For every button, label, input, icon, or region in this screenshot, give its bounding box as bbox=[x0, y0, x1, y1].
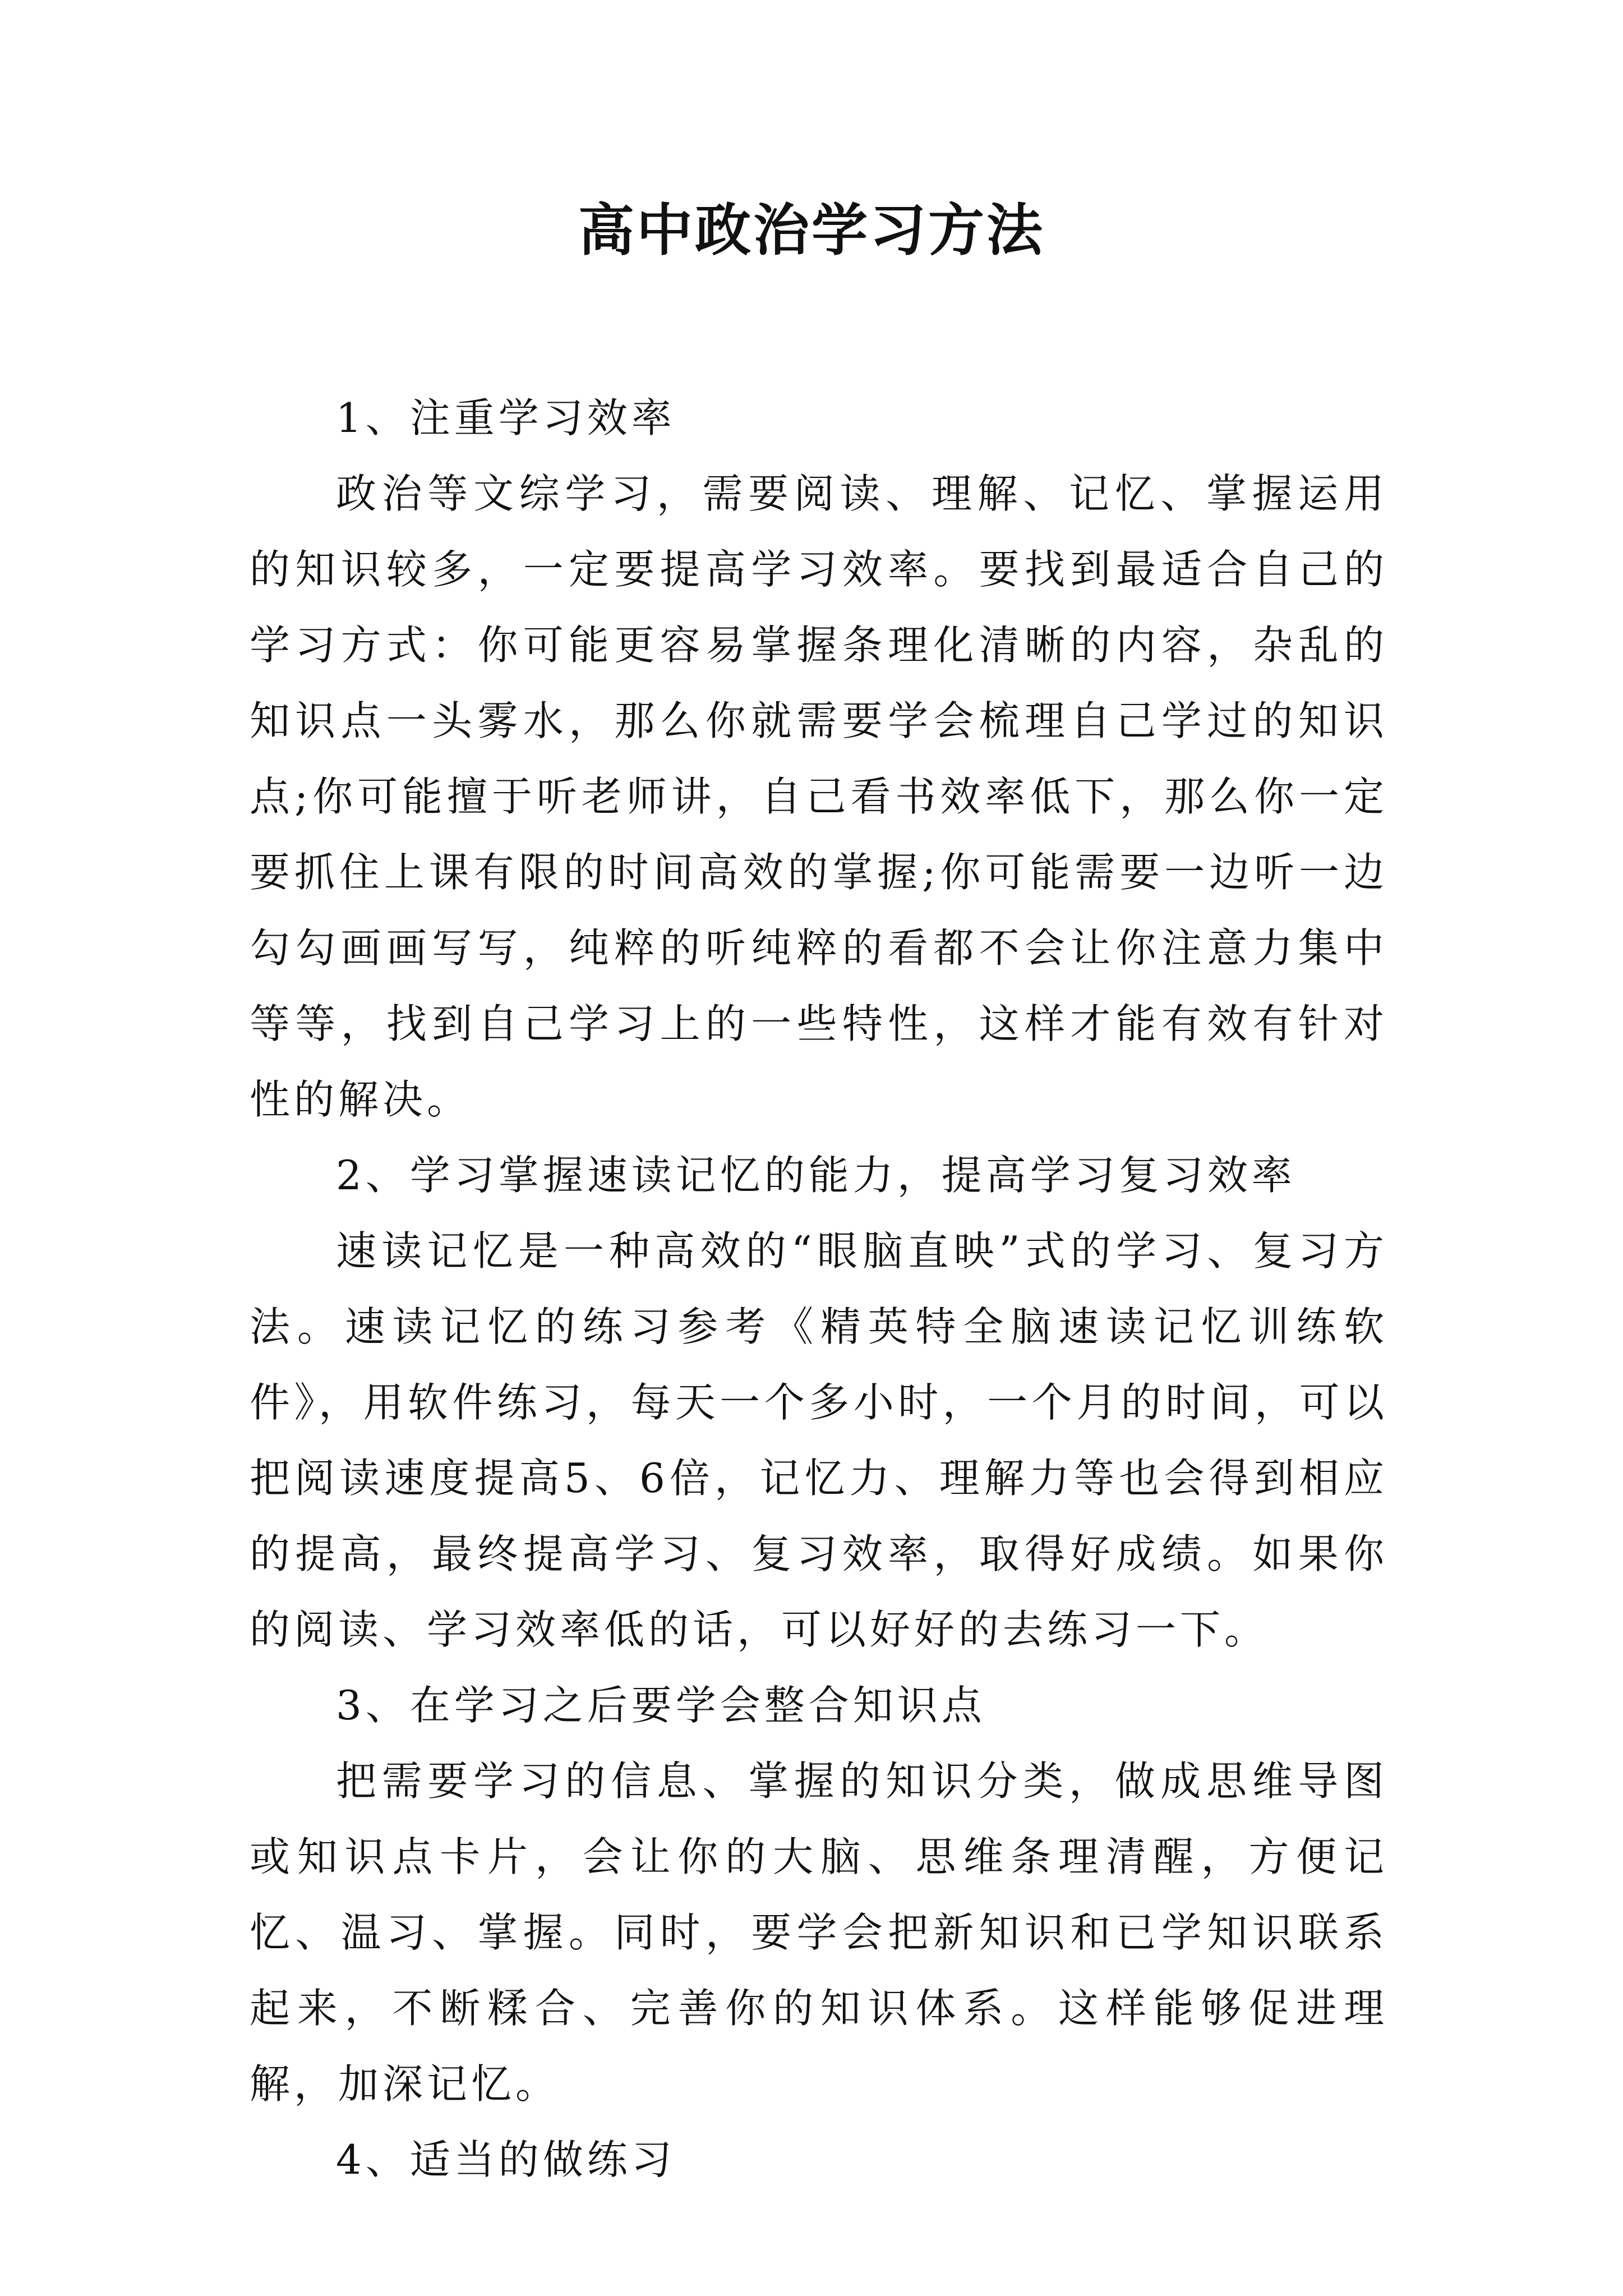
section-3-paragraph: 把需要学习的信息、掌握的知识分类，做成思维导图或知识点卡片，会让你的大脑、思维条理清醒，方便记忆、温习、掌握。同时，要学会把新知识和已学知识联系起来，不断糅合、完善你的知识体系。这样能够促进理解，加深记忆。 bbox=[250, 1757, 1388, 2108]
section-1-heading: 1、注重学习效率 bbox=[336, 394, 676, 441]
section-2-paragraph: 速读记忆是一种高效的“眼脑直映”式的学习、复习方法。速读记忆的练习参考《精英特全脑速读记忆训练软件》，用软件练习，每天一个多小时，一个月的时间，可以把阅读速度提高5、6倍，记忆力、理解力等也会得到相应的提高，最终提高学习、复习效率，取得好成绩。如果你的阅读、学习效率低的话，可以好好的去练习一下。 bbox=[250, 1227, 1388, 1653]
section-3-heading: 3、在学习之后要学会整合知识点 bbox=[336, 1682, 986, 1729]
section-1-paragraph: 政治等文综学习，需要阅读、理解、记忆、掌握运用的知识较多，一定要提高学习效率。要找到最适合自己的学习方式：你可能更容易掌握条理化清晰的内容，杂乱的知识点一头雾水，那么你就需要学会梳理自己学过的知识点;你可能擅于听老师讲，自己看书效率低下，那么你一定要抓住上课有限的时间高效的掌握;你可能需要一边听一边勾勾画画写写，纯粹的听纯粹的看都不会让你注意力集中等等，找到自己学习上的一些特性，这样才能有效有针对性的解决。 bbox=[250, 470, 1388, 1123]
document-body bbox=[250, 380, 1388, 2198]
section-2-heading: 2、学习掌握速读记忆的能力，提高学习复习效率 bbox=[336, 1152, 1296, 1199]
document-title: 高中政治学习方法 bbox=[578, 197, 1045, 263]
section-4-heading: 4、适当的做练习 bbox=[336, 2136, 676, 2183]
